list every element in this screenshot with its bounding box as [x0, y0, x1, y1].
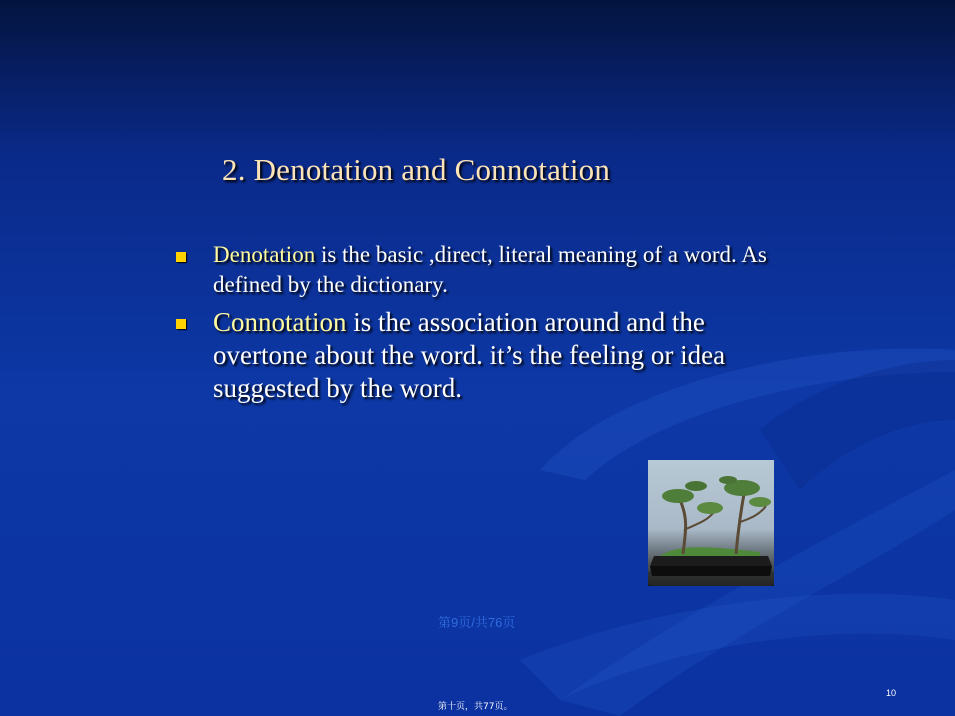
slide-title: 2. Denotation and Connotation	[222, 152, 611, 187]
bonsai-tree-photo	[648, 460, 774, 586]
square-bullet-icon	[176, 252, 186, 262]
term-connotation: Connotation	[213, 307, 347, 337]
term-denotation: Denotation	[213, 242, 316, 267]
square-bullet-icon	[176, 319, 186, 329]
bullet-list	[176, 240, 786, 405]
bullet-text: is the basic ,direct, literal meaning of a word. As defined by the dictionary.	[213, 242, 767, 297]
bullet-connotation	[176, 306, 786, 405]
bullet-denotation	[176, 240, 786, 300]
slide-number: 10	[886, 688, 897, 698]
bullet-text: is the association around and the overtone about the word. it’s the feeling or idea suggested by the word.	[213, 307, 726, 403]
page-footer: 第十页，共77页。	[438, 702, 513, 712]
page-watermark: 第9页/共76页	[438, 615, 516, 630]
